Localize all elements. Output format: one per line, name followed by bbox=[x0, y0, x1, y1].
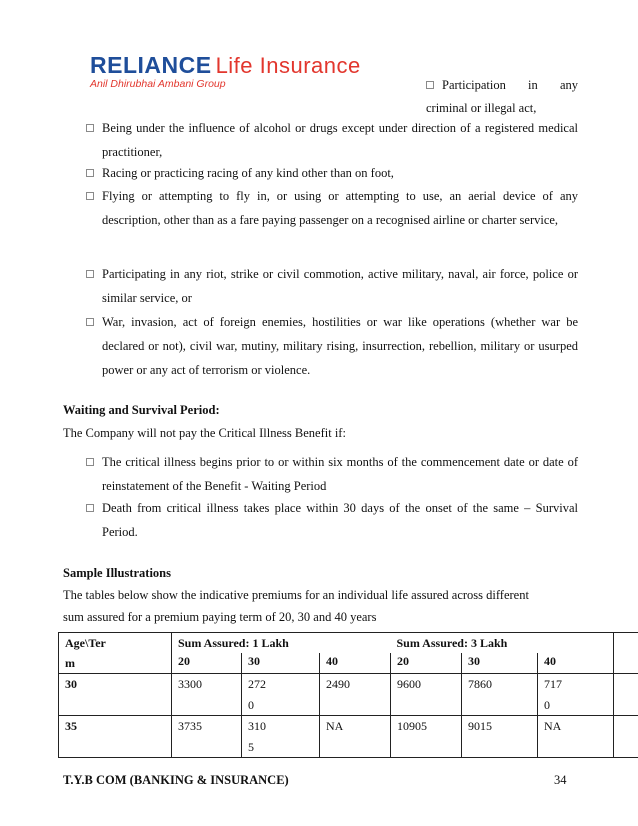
footer-course-title: T.Y.B COM (BANKING & INSURANCE) bbox=[63, 773, 289, 787]
bullet-box-icon bbox=[86, 504, 94, 512]
page-number: 34 bbox=[554, 773, 567, 787]
table-extra-cell bbox=[614, 674, 638, 716]
table-cell: 3735 bbox=[172, 716, 242, 758]
list-item-text: Being under the influence of alcohol or drugs except under direction of a registered medical bbox=[102, 121, 578, 135]
sample-illustrations-text: The tables below show the indicative premiums for an individual life assured across different bbox=[63, 588, 529, 602]
list-item-participation-criminal bbox=[426, 74, 578, 120]
bullet-box-icon bbox=[86, 458, 94, 466]
table-group-header-2: Sum Assured: 3 Lakh bbox=[391, 633, 614, 654]
list-item-text-cont: Period. bbox=[102, 525, 138, 539]
table-cell: 10905 bbox=[391, 716, 462, 758]
waiting-survival-heading: Waiting and Survival Period: bbox=[63, 403, 220, 417]
list-item-text: War, invasion, act of foreign enemies, hostilities or war like operations (whether war be bbox=[102, 315, 578, 329]
table-corner-cell bbox=[59, 633, 172, 674]
table-term-header: 30 bbox=[462, 653, 538, 674]
table-cell: 9015 bbox=[462, 716, 538, 758]
logo-group-text: Anil Dhirubhai Ambani Group bbox=[90, 78, 226, 90]
table-cell-text: 272 bbox=[248, 677, 266, 691]
table-header-row bbox=[59, 633, 638, 654]
list-item-waiting-period bbox=[86, 452, 578, 497]
list-item-text-cont: power or any act of terrorism or violence. bbox=[102, 363, 311, 377]
table-cell-text: NA bbox=[544, 719, 562, 733]
list-item-survival-period bbox=[86, 498, 578, 543]
table-cell-text-cont: 0 bbox=[248, 698, 254, 712]
list-item-text-cont: practitioner, bbox=[102, 145, 163, 159]
list-item-text: The critical illness begins prior to or within six months of the commencement date or date of bbox=[102, 455, 578, 469]
bullet-box-icon bbox=[86, 169, 94, 177]
table-cell bbox=[242, 674, 320, 716]
table-cell: 9600 bbox=[391, 674, 462, 716]
list-item-text-cont: similar service, or bbox=[102, 291, 192, 305]
list-item-text: Participation in any bbox=[442, 78, 578, 92]
table-term-header: 20 bbox=[391, 653, 462, 674]
list-item-text: Death from critical illness takes place within 30 days of the onset of the same – Survival bbox=[102, 501, 578, 515]
table-term-header: 30 bbox=[242, 653, 320, 674]
table-corner-text: Age\Ter bbox=[65, 636, 106, 650]
sample-illustrations-heading: Sample Illustrations bbox=[63, 566, 172, 580]
list-item-riot bbox=[86, 264, 578, 309]
table-age-cell: 30 bbox=[59, 674, 172, 716]
table-term-header: 40 bbox=[538, 653, 614, 674]
list-item-text: Racing or practicing racing of any kind other than on foot, bbox=[102, 166, 394, 180]
table-row bbox=[59, 674, 638, 716]
table-term-header: 40 bbox=[320, 653, 391, 674]
table-row bbox=[59, 716, 638, 758]
table-extra-cell bbox=[614, 633, 638, 674]
table-cell-text-cont: 5 bbox=[248, 740, 254, 754]
list-item-text: Participating in any riot, strike or civil commotion, active military, naval, air force, police or bbox=[102, 267, 578, 281]
list-item-flying bbox=[86, 186, 578, 231]
list-item-racing bbox=[86, 163, 578, 184]
list-item-text: Flying or attempting to fly in, or using or attempting to use, an aerial device of any bbox=[102, 189, 578, 203]
table-cell bbox=[538, 716, 614, 758]
list-item-war bbox=[86, 312, 578, 381]
table-cell: 2490 bbox=[320, 674, 391, 716]
table-cell bbox=[242, 716, 320, 758]
table-cell-text-cont bbox=[544, 739, 607, 755]
bullet-box-icon bbox=[86, 192, 94, 200]
table-corner-text-cont: m bbox=[65, 656, 75, 670]
table-cell: 3300 bbox=[172, 674, 242, 716]
bullet-box-icon bbox=[426, 81, 434, 89]
premium-illustration-table bbox=[58, 632, 638, 758]
bullet-box-icon bbox=[86, 318, 94, 326]
list-item-text-cont: criminal or illegal act, bbox=[426, 101, 537, 115]
table-extra-cell bbox=[614, 716, 638, 758]
table-cell: NA bbox=[320, 716, 391, 758]
table-cell: 7860 bbox=[462, 674, 538, 716]
table-cell-text: 310 bbox=[248, 719, 266, 733]
list-item-text-cont: description, other than as a fare paying passenger on a recognised airline or charter service, bbox=[102, 213, 559, 227]
table-cell bbox=[538, 674, 614, 716]
table-term-header: 20 bbox=[172, 653, 242, 674]
table-cell-text: 717 bbox=[544, 677, 562, 691]
waiting-survival-intro: The Company will not pay the Critical Illness Benefit if: bbox=[63, 426, 346, 440]
bullet-box-icon bbox=[86, 124, 94, 132]
list-item-text-cont: reinstatement of the Benefit - Waiting Period bbox=[102, 479, 327, 493]
table-group-header-1: Sum Assured: 1 Lakh bbox=[172, 633, 391, 654]
logo-life-insurance-text: Life Insurance bbox=[215, 53, 361, 78]
list-item-text-cont: declared or not), civil war, mutiny, military rising, insurrection, rebellion, military or usurped bbox=[102, 339, 578, 353]
table-cell-text-cont: 0 bbox=[544, 698, 550, 712]
bullet-box-icon bbox=[86, 270, 94, 278]
reliance-logo bbox=[90, 54, 390, 94]
sample-illustrations-text-cont: sum assured for a premium paying term of 20, 30 and 40 years bbox=[63, 610, 377, 624]
logo-reliance-text: RELIANCE bbox=[90, 52, 212, 78]
list-item-alcohol-drugs bbox=[86, 118, 578, 163]
table-age-cell: 35 bbox=[59, 716, 172, 758]
